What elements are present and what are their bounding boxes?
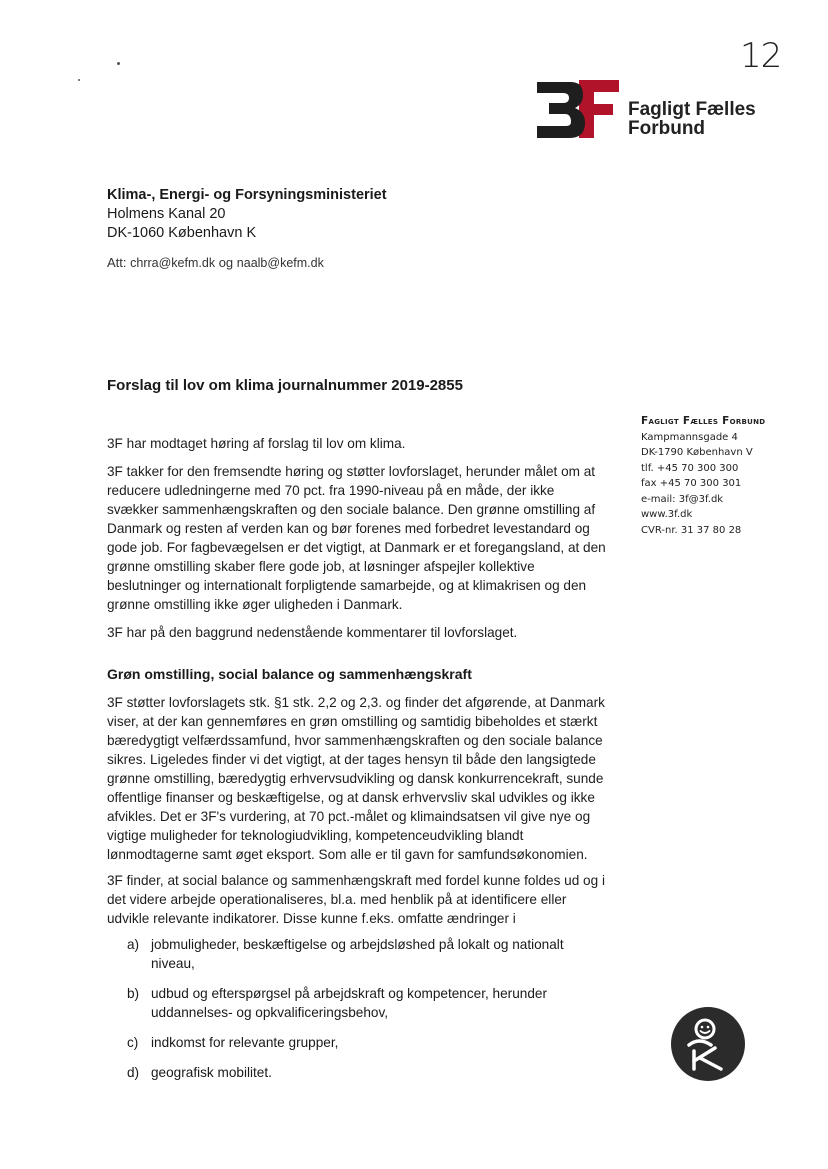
letter-subject: Forslag til lov om klima journalnummer 2019-2855	[107, 377, 463, 394]
recipient-city: DK-1060 København K	[107, 225, 257, 241]
recipient-street: Holmens Kanal 20	[107, 206, 226, 222]
paragraph: 3F har på den baggrund nedenstående kommentarer til lovforslaget.	[107, 625, 518, 640]
logo-line-2: Forbund	[628, 118, 706, 139]
section-paragraph-1	[107, 693, 607, 864]
attention-connector: og	[218, 255, 234, 270]
paragraph-support	[107, 462, 607, 614]
sender-web[interactable]: www.3f.dk	[641, 509, 693, 520]
list-marker: a)	[127, 937, 140, 952]
list-marker: d)	[127, 1065, 140, 1080]
list-text: geografisk mobilitet.	[151, 1065, 272, 1080]
list-item	[107, 984, 587, 1022]
attention-line	[107, 255, 324, 270]
paragraph: 3F støtter lovforslagets stk. §1 stk. 2,2 og 2,3. og finder det afgørende, at Danmark viser, at der kan gennemføres en grøn omstilling og samtidig bibeholdes et stærkt bæredygtigt velfærdssamfund, hvor sammenhængskraften og den sociale balance sikres. Ligeledes finder vi det vigtigt, at der tages hensyn til både den langsigtede grønne omstilling, bæredygtig erhvervsudvikling og dansk konkurrencekraft, sunde offentlige finanser og beskæftigelse, og at dansk erhvervsliv skal udvikles og ikke afvikles. Det er 3F's vurdering, at 70 pct.-målet og klimaindsatsen vil give nye og vigtige muligheder for teknologiudvikling, kompetenceudvikling blandt lønmodtagerne samt øget eksport. Som alle er til gavn for samfundsøkonomien.	[107, 695, 605, 862]
logo-line-1: Fagligt Fælles	[628, 99, 756, 120]
sender-phone: tlf. +45 70 300 300	[641, 462, 739, 474]
list-item	[107, 1063, 587, 1082]
3f-logo-mark-icon	[533, 78, 623, 140]
sender-fax: fax +45 70 300 301	[641, 478, 742, 489]
attention-prefix: Att:	[107, 255, 127, 270]
list-text: udbud og efterspørgsel på arbejdskraft og kompetencer, herunder uddannelses- og opkvalificeringsbehov,	[151, 986, 547, 1020]
sender-info	[641, 414, 765, 538]
3f-logo	[533, 78, 773, 140]
list-marker: b)	[127, 986, 140, 1001]
scan-speck	[117, 62, 120, 65]
logo-wordmark	[628, 100, 756, 138]
paragraph: 3F takker for den fremsendte høring og støtter lovforslaget, herunder målet om at reducere udledningerne med 70 pct. fra 1990-niveau på en måde, der ikke svækker sammenhængskraften og den sociale balance. Den grønne omstilling af Danmark og resten af verden kan og bør forenes med forbedret levestandard og gode job. For fagbevægelsen er det vigtigt, at Danmark er et foregangsland, at den grønne omstilling skaber flere gode job, at løsninger afspejler kollektive beslutninger og internationalt forpligtende samarbejde, og at klimakrisen og den grønne omstilling ikke øger uligheden i Danmark.	[107, 464, 606, 612]
list-text: jobmuligheder, beskæftigelse og arbejdsløshed på lokalt og nationalt niveau,	[151, 937, 564, 971]
recipient-address	[107, 186, 387, 243]
sender-street: Kampmannsgade 4	[641, 431, 738, 443]
sender-cvr: CVR-nr. 31 37 80 28	[641, 524, 742, 536]
scan-speck	[78, 79, 80, 81]
attention-email-2[interactable]: naalb@kefm.dk	[236, 256, 324, 270]
page-number: 12	[740, 36, 782, 76]
paragraph-intro	[107, 434, 607, 453]
sender-email[interactable]: e-mail: 3f@3f.dk	[641, 493, 724, 505]
list-text: indkomst for relevante grupper,	[151, 1035, 339, 1050]
smiley-ok-icon	[671, 1007, 745, 1081]
paragraph-comments	[107, 623, 607, 642]
recipient-name: Klima-, Energi- og Forsyningsministeriet	[107, 187, 387, 203]
paragraph: 3F finder, at social balance og sammenhængskraft med fordel kunne foldes ud og i det videre arbejde operationaliseres, bl.a. med henblik på at identificere eller udvikle relevante indikatorer. Disse kunne f.eks. omfatte ændringer i	[107, 873, 605, 926]
section-paragraph-2	[107, 871, 607, 928]
list-marker: c)	[127, 1035, 139, 1050]
sender-org: Fagligt Fælles Forbund	[641, 415, 766, 427]
attention-email-1[interactable]: chrra@kefm.dk	[130, 256, 216, 270]
sender-city: DK-1790 København V	[641, 447, 753, 458]
indicator-list	[107, 935, 587, 1093]
list-item	[107, 1033, 587, 1052]
section-heading: Grøn omstilling, social balance og sammenhængskraft	[107, 666, 472, 682]
list-item	[107, 935, 587, 973]
paragraph: 3F har modtaget høring af forslag til lov om klima.	[107, 436, 406, 451]
